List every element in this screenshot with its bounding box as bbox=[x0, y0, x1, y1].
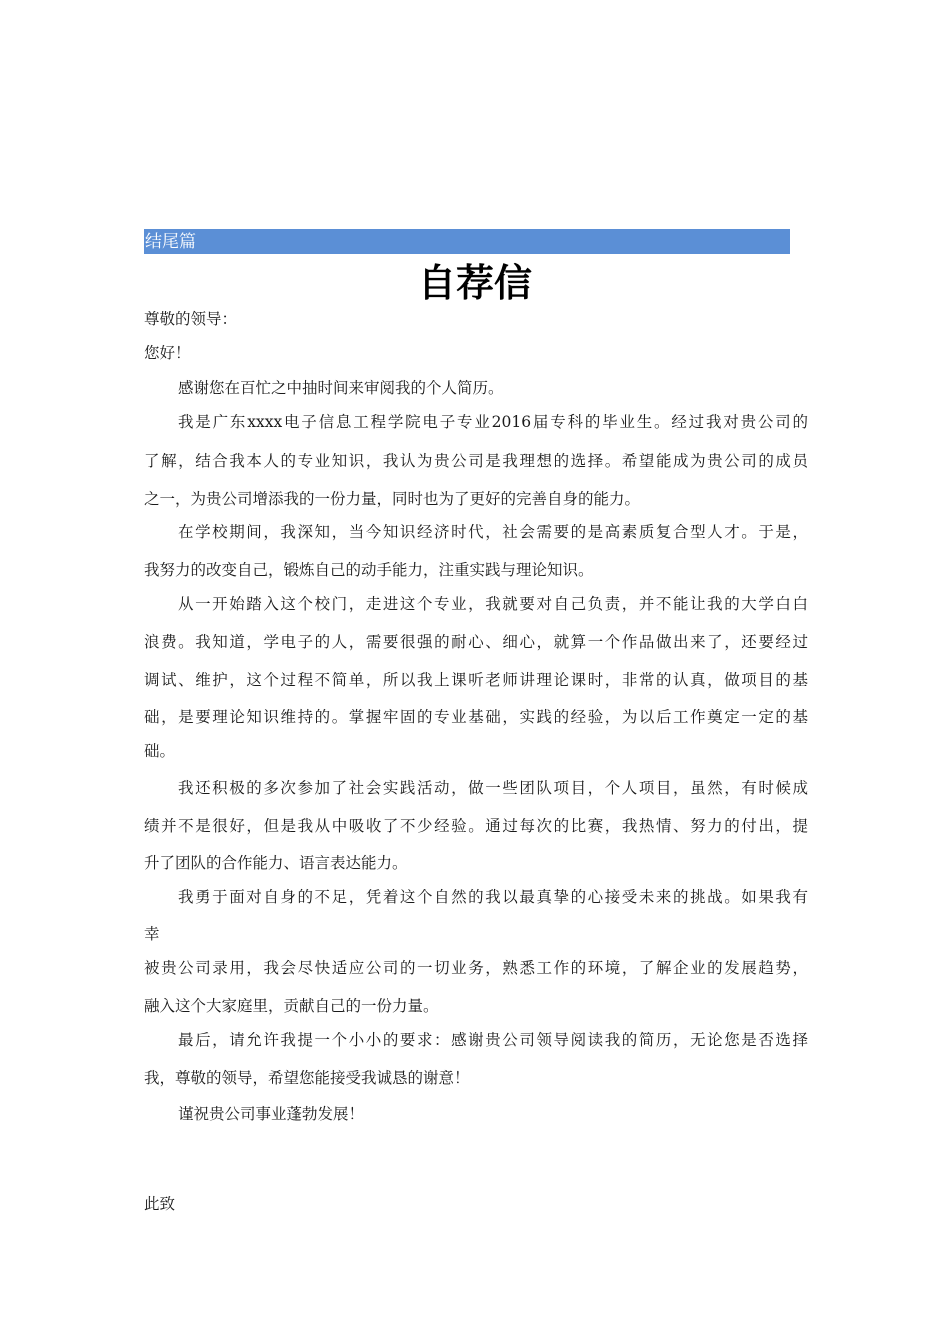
paragraph-line: 绩并不是很好，但是我从中吸收了不少经验。通过每次的比赛，我热情、努力的付出，提 bbox=[144, 817, 808, 835]
letter-title: 自荐信 bbox=[417, 261, 532, 305]
paragraph-line: 谨祝贵公司事业蓬勃发展！ bbox=[178, 1105, 365, 1123]
paragraph-line: 我还积极的多次参加了社会实践活动，做一些团队项目，个人项目，虽然，有时候成 bbox=[178, 779, 808, 797]
paragraph-line: 调试、维护，这个过程不简单，所以我上课听老师讲理论课时，非常的认真，做项目的基 bbox=[144, 671, 808, 689]
paragraph-line: 升了团队的合作能力、语言表达能力。 bbox=[144, 854, 408, 872]
salutation: 尊敬的领导： bbox=[144, 310, 238, 328]
paragraph-line: 最后，请允许我提一个小小的要求：感谢贵公司领导阅读我的简历，无论您是否选择 bbox=[178, 1031, 808, 1049]
section-header-bar bbox=[144, 229, 790, 254]
paragraph-line: 在学校期间，我深知，当今知识经济时代，社会需要的是高素质复合型人才。于是， bbox=[178, 523, 808, 541]
greeting: 您好！ bbox=[144, 344, 191, 362]
closing: 此致 bbox=[144, 1195, 176, 1213]
paragraph-line: 被贵公司录用，我会尽快适应公司的一切业务，熟悉工作的环境，了解企业的发展趋势， bbox=[144, 959, 808, 977]
paragraph-line: 我努力的改变自己，锻炼自己的动手能力，注重实践与理论知识。 bbox=[144, 561, 594, 579]
paragraph-line: 了解，结合我本人的专业知识，我认为贵公司是我理想的选择。希望能成为贵公司的成员 bbox=[144, 452, 808, 470]
paragraph-line: 融入这个大家庭里，贡献自己的一份力量。 bbox=[144, 997, 439, 1015]
paragraph-line: 我勇于面对自身的不足，凭着这个自然的我以最真挚的心接受未来的挑战。如果我有 bbox=[178, 888, 808, 906]
paragraph-line: 础，是要理论知识维持的。掌握牢固的专业基础，实践的经验，为以后工作奠定一定的基 bbox=[144, 708, 808, 726]
paragraph-line: 感谢您在百忙之中抽时间来审阅我的个人简历。 bbox=[178, 379, 504, 397]
paragraph-line: 我，尊敬的领导，希望您能接受我诚恳的谢意！ bbox=[144, 1069, 470, 1087]
paragraph-line: 浪费。我知道，学电子的人，需要很强的耐心、细心，就算一个作品做出来了，还要经过 bbox=[144, 633, 808, 651]
paragraph-line: 础。 bbox=[144, 742, 176, 760]
paragraph-line: 之一，为贵公司增添我的一份力量，同时也为了更好的完善自身的能力。 bbox=[144, 490, 641, 508]
paragraph-line: 幸 bbox=[144, 925, 160, 943]
paragraph-line: 我是广东xxxx电子信息工程学院电子专业2016届专科的毕业生。经过我对贵公司的 bbox=[178, 413, 808, 431]
section-label: 结尾篇 bbox=[145, 232, 196, 252]
paragraph-line: 从一开始踏入这个校门，走进这个专业，我就要对自己负责，并不能让我的大学白白 bbox=[178, 595, 808, 613]
